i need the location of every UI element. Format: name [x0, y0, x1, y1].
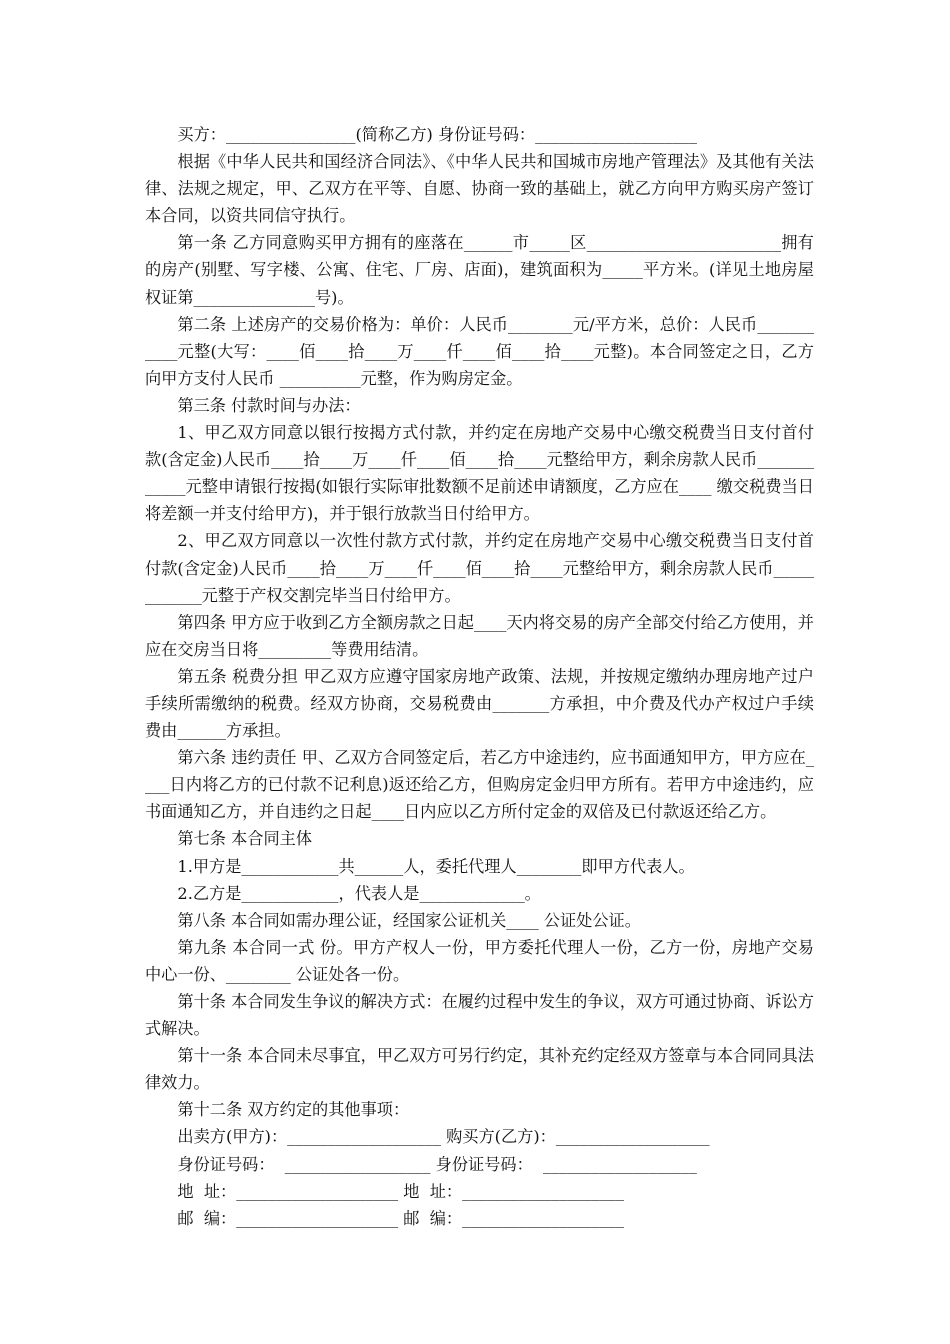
article-11: 第十一条 本合同未尽事宜，甲乙双方可另行约定，其补充约定经双方签章与本合同同具法律效力。 [145, 1046, 814, 1093]
signature-row-address: 地 址：____________________ 地 址：____________________ [177, 1181, 624, 1201]
article-7-party-b: 2.乙方是____________，代表人是_____________。 [177, 883, 541, 903]
signature-block [145, 1123, 814, 1231]
article-4: 第四条 甲方应于收到乙方全额房款之日起____天内将交易的房产全部交付给乙方使用，并应在交房当日将_________等费用结清。 [145, 612, 814, 659]
article-7-heading: 第七条 本合同主体 [177, 829, 313, 849]
article-10: 第十条 本合同发生争议的解决方式：在履约过程中发生的争议，双方可通过协商、诉讼方式解决。 [145, 992, 814, 1039]
buyer-line: 买方：________________(简称乙方) 身份证号码：____________________ [177, 125, 697, 144]
article-2: 第二条 上述房产的交易价格为：单价：人民币________元/平方米，总价：人民币___________元整(大写：____佰____拾____万____仟____佰____拾____元整)。本合同签定之日，乙方向甲方支付人民币 __________元整，作为购房定金。 [145, 314, 814, 388]
article-6: 第六条 违约责任 甲、乙双方合同签定后，若乙方中途违约，应书面通知甲方，甲方应在____日内将乙方的已付款不记利息)返还给乙方，但购房定金归甲方所有。若甲方中途违约，应书面通知乙方，并自违约之日起____日内应以乙方所付定金的双倍及已付款返还给乙方。 [145, 748, 814, 822]
article-5: 第五条 税费分担 甲乙双方应遵守国家房地产政策、法规，并按规定缴纳办理房地产过户手续所需缴纳的税费。经双方协商，交易税费由_______方承担，中介费及代办产权过户手续费由______方承担。 [145, 666, 814, 741]
article-1: 第一条 乙方同意购买甲方拥有的座落在______市_____区________________________拥有的房产(别墅、写字楼、公寓、住宅、厂房、店面)，建筑面积为_____平方米。(详见土地房屋权证第_______________号)。 [145, 233, 814, 307]
article-9: 第九条 本合同一式 份。甲方产权人一份，甲方委托代理人一份，乙方一份，房地产交易中心一份、________ 公证处各一份。 [145, 937, 814, 984]
signature-row-id-number: 身份证号码： __________________ 身份证号码： ___________________ [177, 1154, 697, 1174]
preamble-paragraph: 根据《中华人民共和国经济合同法》、《中华人民共和国城市房地产管理法》及其他有关法律、法规之规定，甲、乙双方在平等、自愿、协商一致的基础上，就乙方向甲方购买房产签订本合同，以资共同信守执行。 [145, 152, 814, 226]
article-7-party-a: 1.甲方是____________共______人，委托代理人________即甲方代表人。 [177, 856, 695, 876]
signature-row-postcode: 邮 编：____________________ 邮 编：____________________ [177, 1208, 624, 1228]
article-12: 第十二条 双方约定的其他事项： [177, 1100, 410, 1120]
article-3-clause-1: 1、甲乙双方同意以银行按揭方式付款，并约定在房地产交易中心缴交税费当日支付首付款(含定金)人民币____拾____万____仟____佰____拾____元整给甲方，剩余房款人民币____________元整申请银行按揭(如银行实际审批数额不足前述申请额度，乙方应在____ 缴交税费当日将差额一并支付给甲方)，并于银行放款当日付给甲方。 [145, 423, 814, 524]
contract-body [145, 121, 814, 1123]
article-3-heading: 第三条 付款时间与办法： [177, 395, 361, 415]
article-3-clause-2: 2、甲乙双方同意以一次性付款方式付款，并约定在房地产交易中心缴交税费当日支付首付款(含定金)人民币____拾____万____仟____佰____拾____元整给甲方，剩余房款人民币____________元整于产权交割完毕当日付给甲方。 [145, 531, 814, 605]
article-8: 第八条 本合同如需办理公证，经国家公证机关____ 公证处公证。 [177, 910, 641, 930]
signature-row-parties: 出卖方(甲方)：___________________ 购买方(乙方)：___________________ [177, 1127, 710, 1147]
